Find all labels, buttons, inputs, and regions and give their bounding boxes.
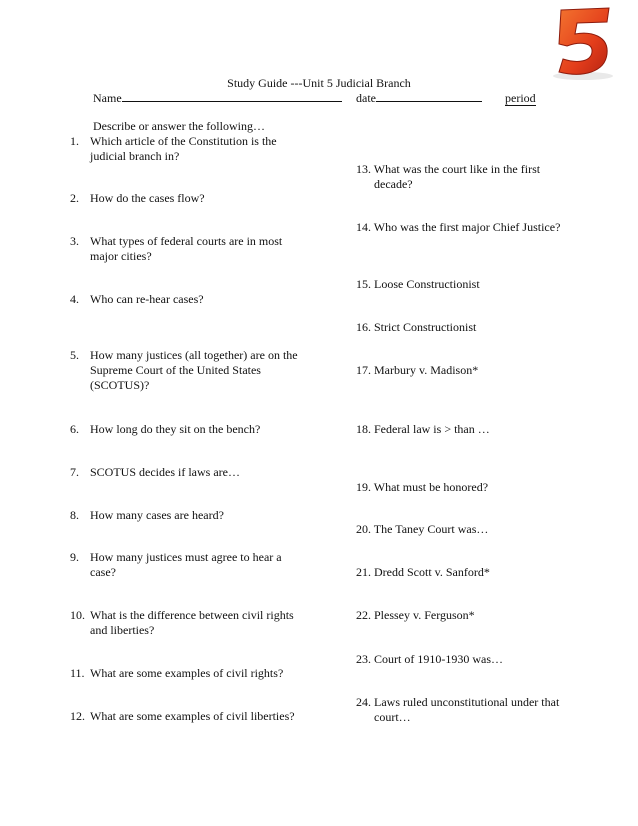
question-item — [70, 550, 300, 580]
question-item — [356, 320, 576, 335]
question-text: 24. Laws ruled unconstitutional under that court… — [356, 695, 560, 724]
question-item — [356, 480, 576, 495]
question-number: 10. — [70, 608, 85, 622]
question-text: What are some examples of civil rights? — [90, 666, 284, 680]
page-title: Study Guide ---Unit 5 Judicial Branch — [227, 76, 411, 90]
question-text: 15. Loose Constructionist — [356, 277, 480, 291]
question-text: 22. Plessey v. Ferguson* — [356, 608, 475, 622]
question-number: 11. — [70, 666, 85, 680]
instructions: Describe or answer the following… — [93, 119, 265, 133]
question-number: 8. — [70, 508, 79, 522]
question-item — [70, 508, 300, 523]
question-text: What are some examples of civil liberties? — [90, 709, 295, 723]
question-item — [70, 234, 300, 264]
date-blank[interactable] — [376, 91, 482, 102]
question-item — [356, 363, 576, 378]
period-field[interactable] — [505, 91, 536, 106]
question-item — [70, 292, 300, 307]
question-text: How do the cases flow? — [90, 191, 205, 205]
question-text: How many cases are heard? — [90, 508, 224, 522]
question-item — [356, 608, 576, 623]
question-item — [356, 220, 576, 235]
question-text: How long do they sit on the bench? — [90, 422, 261, 436]
question-item — [356, 695, 576, 725]
question-number: 3. — [70, 234, 79, 248]
logo-text: 5 — [547, 4, 548, 5]
name-label: Name — [93, 91, 122, 105]
question-text: 16. Strict Constructionist — [356, 320, 477, 334]
date-label: date — [356, 91, 376, 105]
question-item — [356, 565, 576, 580]
question-item — [70, 608, 300, 638]
question-text: 14. Who was the first major Chief Justice? — [356, 220, 561, 234]
question-text: 21. Dredd Scott v. Sanford* — [356, 565, 490, 579]
name-blank[interactable] — [122, 91, 342, 102]
question-text: 23. Court of 1910-1930 was… — [356, 652, 503, 666]
question-number: 6. — [70, 422, 79, 436]
question-item — [356, 277, 576, 292]
question-item — [356, 652, 576, 667]
question-item — [356, 522, 576, 537]
question-item — [356, 422, 576, 437]
question-item — [70, 709, 300, 724]
question-number: 1. — [70, 134, 79, 148]
name-field[interactable] — [93, 91, 342, 106]
question-text: 18. Federal law is > than … — [356, 422, 490, 436]
question-text: How many justices (all together) are on the Supreme Court of the United States (SCOTUS)? — [90, 348, 298, 392]
question-text: 17. Marbury v. Madison* — [356, 363, 479, 377]
question-item — [70, 348, 300, 393]
question-number: 12. — [70, 709, 85, 723]
question-text: 19. What must be honored? — [356, 480, 489, 494]
question-item — [70, 422, 300, 437]
date-field[interactable] — [356, 91, 482, 106]
question-number: 9. — [70, 550, 79, 564]
question-item — [70, 134, 300, 164]
question-number: 4. — [70, 292, 79, 306]
question-text: Which article of the Constitution is the judicial branch in? — [90, 134, 277, 163]
question-number: 5. — [70, 348, 79, 362]
question-text: 13. What was the court like in the first decade? — [356, 162, 541, 191]
period-label: period — [505, 91, 536, 105]
question-number: 2. — [70, 191, 79, 205]
question-text: What is the difference between civil rights and liberties? — [90, 608, 294, 637]
question-text: Who can re-hear cases? — [90, 292, 204, 306]
question-text: What types of federal courts are in most major cities? — [90, 234, 283, 263]
question-item — [70, 666, 300, 681]
unit-5-logo — [547, 4, 617, 82]
question-number: 7. — [70, 465, 79, 479]
question-text: 20. The Taney Court was… — [356, 522, 489, 536]
question-text: SCOTUS decides if laws are… — [90, 465, 240, 479]
question-item — [356, 162, 576, 192]
question-item — [70, 191, 300, 206]
question-item — [70, 465, 300, 480]
question-text: How many justices must agree to hear a case? — [90, 550, 282, 579]
